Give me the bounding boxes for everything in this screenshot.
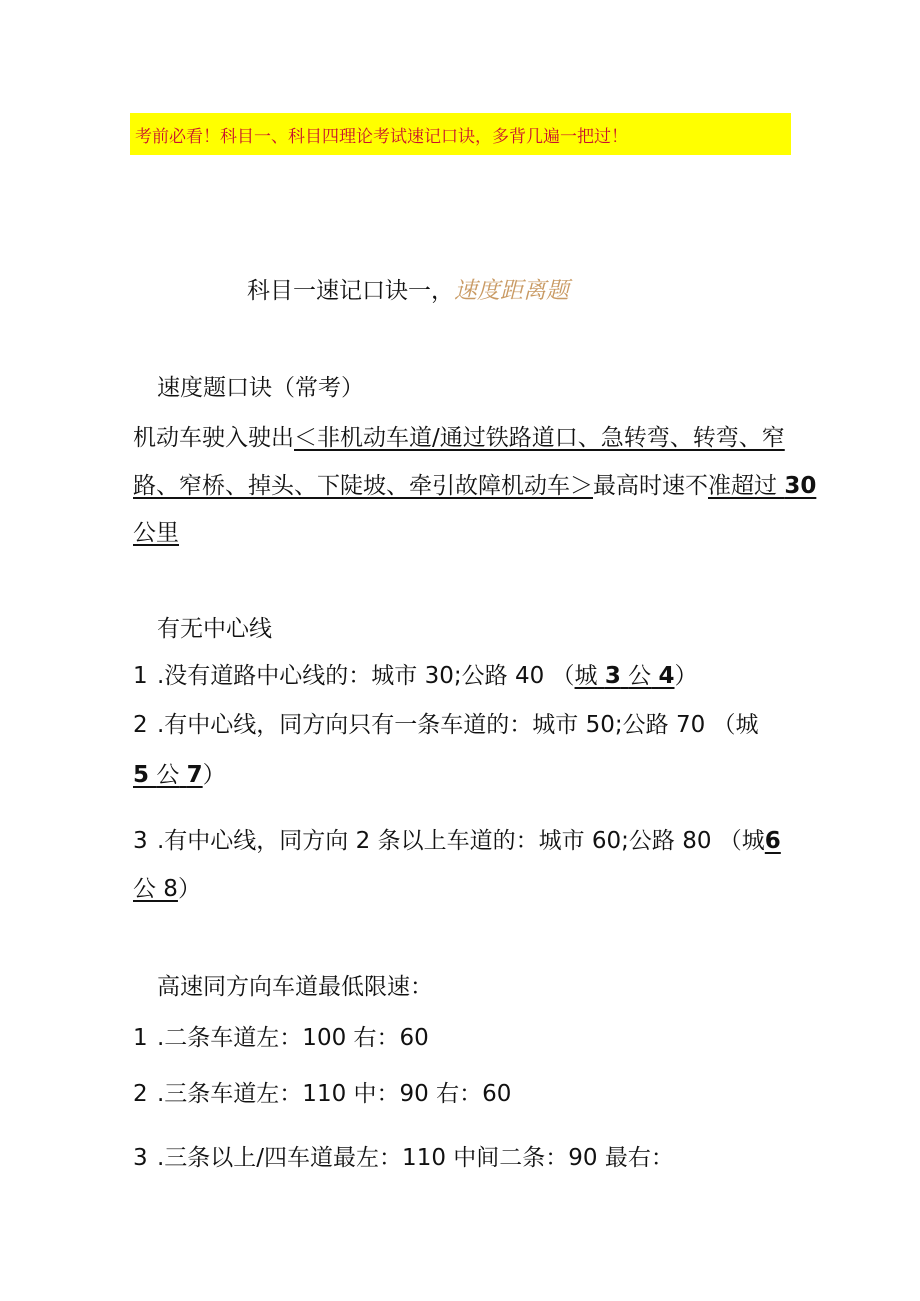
centerline-item-3-cont (133, 878, 201, 901)
item-number: 3 (133, 1145, 148, 1171)
banner-text: 考前必看！科目一、科目四理论考试速记口诀，多背几遍一把过！ (135, 127, 628, 147)
mnemonic (133, 762, 203, 788)
mnemonic-close: ） (177, 876, 201, 902)
item-number: 1 (133, 663, 148, 689)
mnemonic-city-value: 3 (604, 663, 621, 689)
speed-rule-line-3 (133, 522, 179, 545)
title-main: 科目一速记口诀一， (247, 278, 454, 304)
item-text: .有中心线，同方向只有一条车道的：城市 50;公路 70 （城 (157, 712, 759, 738)
centerline-item-2-cont (133, 764, 226, 787)
mnemonic-road-value: 4 (658, 663, 675, 689)
speed-rule-line3-underlined: 公里 (133, 520, 179, 546)
mnemonic-city-value: 6 (764, 828, 781, 854)
section-title (247, 272, 569, 305)
mnemonic (575, 663, 675, 689)
speed-rule-line-2 (133, 475, 816, 498)
highway-item-2 (133, 1083, 511, 1106)
item-text: .三条以上/四车道最左：110 中间二条：90 最右： (157, 1145, 674, 1171)
speed-rule-heading: 速度题口诀（常考） (157, 375, 364, 401)
centerline-item-2 (133, 714, 759, 737)
item-text: .三条车道左：110 中：90 右：60 (157, 1081, 512, 1107)
speed-rule-line1-pre: 机动车驶入驶出 (133, 425, 294, 451)
item-text: .有中心线，同方向 2 条以上车道的：城市 60;公路 80 （城 (157, 828, 765, 854)
centerline-item-3 (133, 830, 781, 853)
mnemonic-close: ） (202, 762, 226, 788)
mnemonic-road-value: 7 (186, 762, 203, 788)
centerline-item-1 (133, 665, 698, 688)
speed-rule-line-1 (133, 427, 785, 450)
mnemonic-close: ） (674, 663, 698, 689)
item-text: .没有道路中心线的：城市 30;公路 40 （ (157, 663, 575, 689)
speed-limit-value: 30 (784, 473, 817, 499)
item-text: .二条车道左：100 右：60 (157, 1025, 429, 1051)
speed-rule-line2-mid: 最高时速不 (593, 473, 708, 499)
centerline-heading: 有无中心线 (157, 616, 272, 642)
item-number: 2 (133, 712, 148, 738)
highway-item-3 (133, 1147, 674, 1170)
speed-rule-line2-u2: 准超过 (708, 473, 777, 499)
speed-rule-line1-underlined: ＜非机动车道/通过铁路道口、急转弯、转弯、窄 (294, 425, 785, 451)
speed-rule-line2-underlined-2 (708, 473, 816, 499)
mnemonic-road: 公 (156, 762, 180, 788)
title-accent: 速度距离题 (454, 278, 569, 304)
highlight-banner (130, 113, 791, 155)
speed-rule-line2-underlined: 路、窄桥、掉头、下陡坡、牵引故障机动车＞ (133, 473, 593, 499)
mnemonic-city-value: 5 (133, 762, 150, 788)
mnemonic-road: 公 (628, 663, 652, 689)
highway-item-1 (133, 1027, 429, 1050)
highway-heading: 高速同方向车道最低限速： (157, 974, 433, 1000)
item-number: 3 (133, 828, 148, 854)
mnemonic-road: 公 8 (133, 876, 178, 902)
mnemonic-city: 城 (574, 663, 598, 689)
item-number: 2 (133, 1081, 148, 1107)
item-number: 1 (133, 1025, 148, 1051)
